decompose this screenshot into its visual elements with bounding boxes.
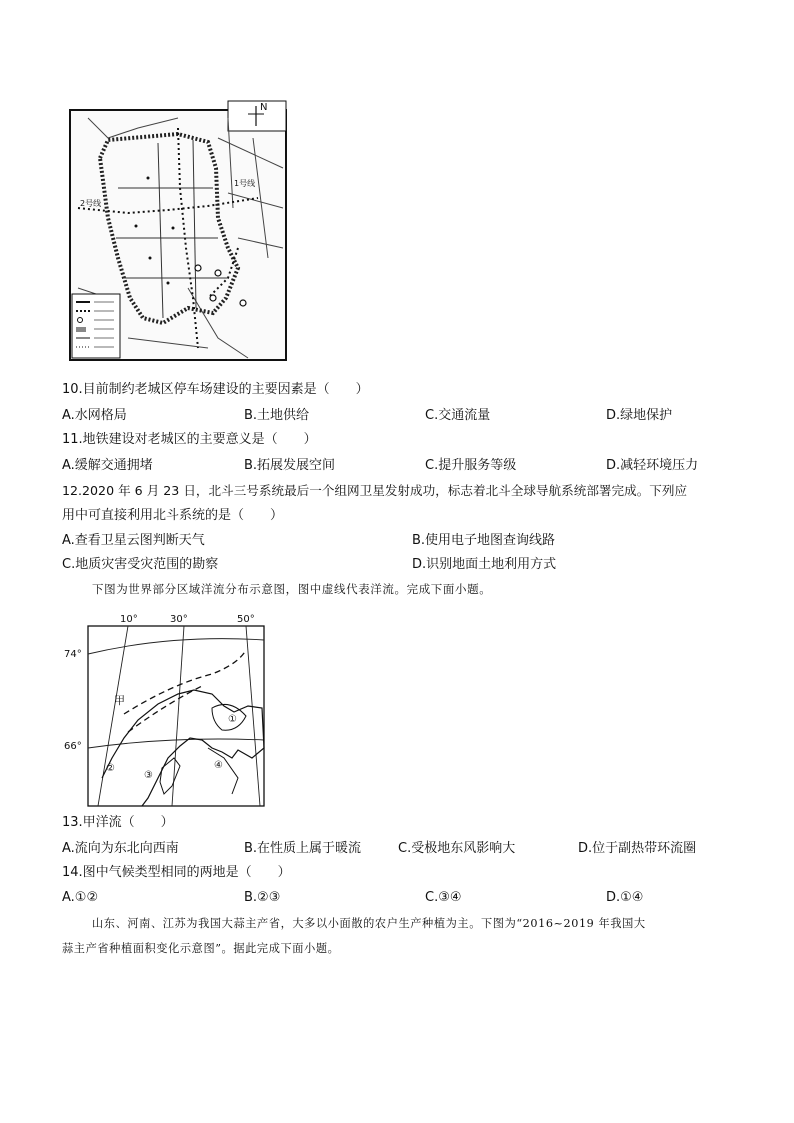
lon-label-30: 30° <box>170 614 188 625</box>
metro-label-1: 1号线 <box>234 179 256 188</box>
q12-option-d[interactable]: D.识别地面土地利用方式 <box>412 557 557 572</box>
q12-option-c[interactable]: C.地质灾害受灾范围的勘察 <box>62 557 219 572</box>
q11-option-c[interactable]: C.提升服务等级 <box>425 458 517 473</box>
lat-label-74: 74° <box>64 649 82 660</box>
question-12-stem-line1: 12.2020 年 6 月 23 日，北斗三号系统最后一个组网卫星发射成功，标志着北斗全球导航系统部署完成。下列应 <box>62 483 688 498</box>
q10-option-a[interactable]: A.水网格局 <box>62 408 127 423</box>
q13-option-d[interactable]: D.位于副热带环流圈 <box>578 841 697 856</box>
site-4-label: ④ <box>214 760 223 771</box>
ocean-current-map <box>62 608 272 808</box>
q10-option-d[interactable]: D.绿地保护 <box>606 408 673 423</box>
question-12-stem-line2: 用中可直接利用北斗系统的是（ ） <box>62 508 284 523</box>
site-3-label: ③ <box>144 770 153 781</box>
q11-option-a[interactable]: A.缓解交通拥堵 <box>62 458 153 473</box>
q13-option-a[interactable]: A.流向为东北向西南 <box>62 841 179 856</box>
q14-option-b[interactable]: B.②③ <box>244 890 281 905</box>
garlic-intro-line1: 山东、河南、江苏为我国大蒜主产省，大多以小面散的农户生产种植为主。下图为“2016~2019 年我国大 <box>92 917 646 930</box>
q13-option-b[interactable]: B.在性质上属于暖流 <box>244 841 362 856</box>
q14-option-d[interactable]: D.①④ <box>606 890 644 905</box>
lon-label-50: 50° <box>237 614 255 625</box>
q11-option-d[interactable]: D.减轻环境压力 <box>606 458 699 473</box>
question-11-stem: 11.地铁建设对老城区的主要意义是（ ） <box>62 432 317 447</box>
q10-option-c[interactable]: C.交通流量 <box>425 408 491 423</box>
question-10-stem: 10.目前制约老城区停车场建设的主要因素是（ ） <box>62 382 369 397</box>
coastline <box>102 690 264 806</box>
ocean-intro: 下图为世界部分区域洋流分布示意图，图中虚线代表洋流。完成下面小题。 <box>92 582 492 596</box>
q12-option-a[interactable]: A.查看卫星云图判断天气 <box>62 533 205 548</box>
garlic-intro-line2: 蒜主产省种植面积变化示意图”。据此完成下面小题。 <box>62 942 340 955</box>
north-arrow-icon <box>228 101 286 131</box>
map-legend <box>72 294 120 358</box>
q13-option-c[interactable]: C.受极地东风影响大 <box>398 841 516 856</box>
q10-option-b[interactable]: B.土地供给 <box>244 408 310 423</box>
north-label: N <box>260 102 268 113</box>
site-2-label: ② <box>106 763 115 774</box>
metro-label-2: 2号线 <box>80 199 102 208</box>
q14-option-a[interactable]: A.①② <box>62 890 99 905</box>
site-1-label: ① <box>228 714 237 725</box>
question-14-stem: 14.图中气候类型相同的两地是（ ） <box>62 865 291 880</box>
lat-label-66: 66° <box>64 741 82 752</box>
question-13-stem: 13.甲洋流（ ） <box>62 815 174 830</box>
q12-option-b[interactable]: B.使用电子地图查询线路 <box>412 533 556 548</box>
q11-option-b[interactable]: B.拓展发展空间 <box>244 458 336 473</box>
lon-label-10: 10° <box>120 614 138 625</box>
old-city-map <box>68 98 290 364</box>
q14-option-c[interactable]: C.③④ <box>425 890 462 905</box>
current-jia-label: 甲 <box>114 694 125 707</box>
